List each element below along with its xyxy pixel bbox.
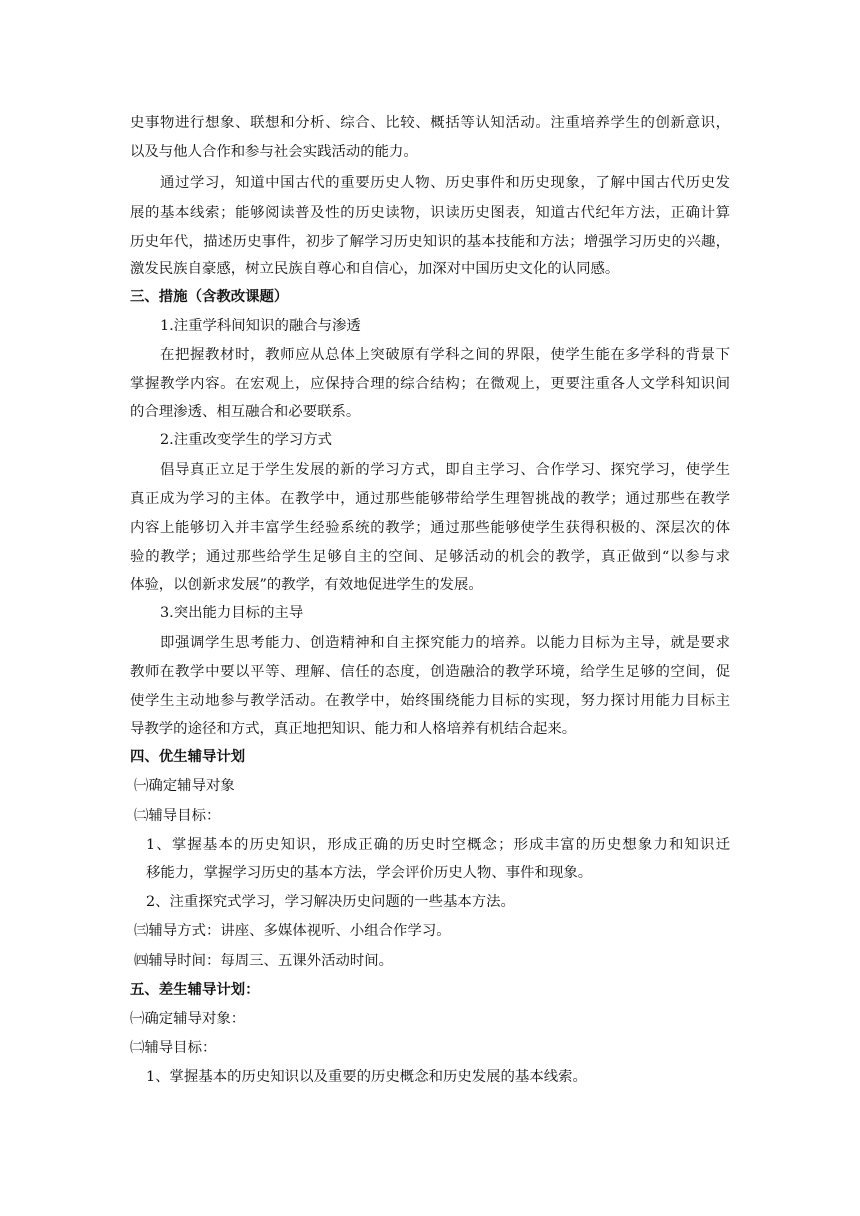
body-line: 2、注重探究式学习，学习解决历史问题的一些基本方法。	[146, 894, 515, 910]
body-line: 以及与他人合作和参与社会实践活动的能力。	[130, 144, 418, 160]
body-line: 的合理渗透、相互融合和必要联系。	[130, 404, 361, 420]
list-item: ㈡辅导目标：	[134, 808, 221, 824]
list-item: ㈢辅导方式：讲座、多媒体视听、小组合作学习。	[134, 923, 451, 939]
list-item: ㈠确定辅导对象：	[130, 1011, 246, 1027]
body-line: 在把握教材时，教师应从总体上突破原有学科之间的界限，使学生能在多学科的背景下	[160, 347, 730, 363]
section-heading: 五、差生辅导计划：	[130, 981, 260, 998]
body-line: 1、掌握基本的历史知识，形成正确的历史时空概念；形成丰富的历史想象力和知识迁	[146, 837, 730, 853]
body-line: 真正成为学习的主体。在教学中，通过那些能够带给学生理智挑战的教学；通过那些在教学	[130, 491, 730, 507]
body-line: 通过学习，知道中国古代的重要历史人物、历史事件和历史现象，了解中国古代历史发	[160, 175, 730, 191]
body-line: 历史年代，描述历史事件，初步了解学习历史知识的基本技能和方法；增强学习历史的兴趣，	[130, 234, 730, 250]
subheading: 1.注重学科间知识的融合与渗透	[160, 318, 361, 334]
body-line: 展的基本线索；能够阅读普及性的历史读物，识读历史图表，知道古代纪年方法，正确计算	[130, 205, 730, 221]
subheading: 3.突出能力目标的主导	[160, 605, 304, 621]
body-line: 使学生主动地参与教学活动。在教学中，始终围绕能力目标的实现，努力探讨用能力目标主	[130, 693, 730, 709]
list-item: ㈠确定辅导对象	[134, 778, 235, 794]
body-line: 导教学的途径和方式，真正地把知识、能力和人格培养有机结合起来。	[130, 721, 577, 737]
body-line: 移能力，掌握学习历史的基本方法，学会评价历史人物、事件和现象。	[146, 865, 593, 881]
body-line: 验的教学；通过那些给学生足够自主的空间、足够活动的机会的教学，真正做到“以参与求	[130, 549, 730, 565]
subheading: 2.注重改变学生的学习方式	[160, 432, 333, 448]
section-heading: 三、措施（含教改课题）	[130, 288, 289, 305]
body-line: 内容上能够切入并丰富学生经验系统的教学；通过那些能够使学生获得积极的、深层次的体	[130, 520, 730, 536]
list-item: ㈣辅导时间：每周三、五课外活动时间。	[134, 953, 394, 969]
list-item: ㈡辅导目标：	[130, 1040, 217, 1056]
body-line: 激发民族自豪感，树立民族自尊心和自信心，加深对中国历史文化的认同感。	[130, 261, 620, 277]
body-line: 史事物进行想象、联想和分析、综合、比较、概括等认知活动。注重培养学生的创新意识，	[130, 115, 730, 131]
body-line: 掌握教学内容。在宏观上，应保持合理的综合结构；在微观上，更要注重各人文学科知识间	[130, 376, 730, 392]
body-line: 倡导真正立足于学生发展的新的学习方式，即自主学习、合作学习、探究学习，使学生	[160, 462, 730, 478]
section-heading: 四、优生辅导计划	[130, 748, 246, 765]
body-line: 即强调学生思考能力、创造精神和自主探究能力的培养。以能力目标为主导，就是要求	[160, 635, 730, 651]
body-line: 教师在教学中要以平等、理解、信任的态度，创造融洽的教学环境，给学生足够的空间，促	[130, 664, 730, 680]
body-line: 1、掌握基本的历史知识以及重要的历史概念和历史发展的基本线索。	[146, 1069, 587, 1085]
body-line: 体验，以创新求发展”的教学，有效地促进学生的发展。	[130, 577, 483, 593]
